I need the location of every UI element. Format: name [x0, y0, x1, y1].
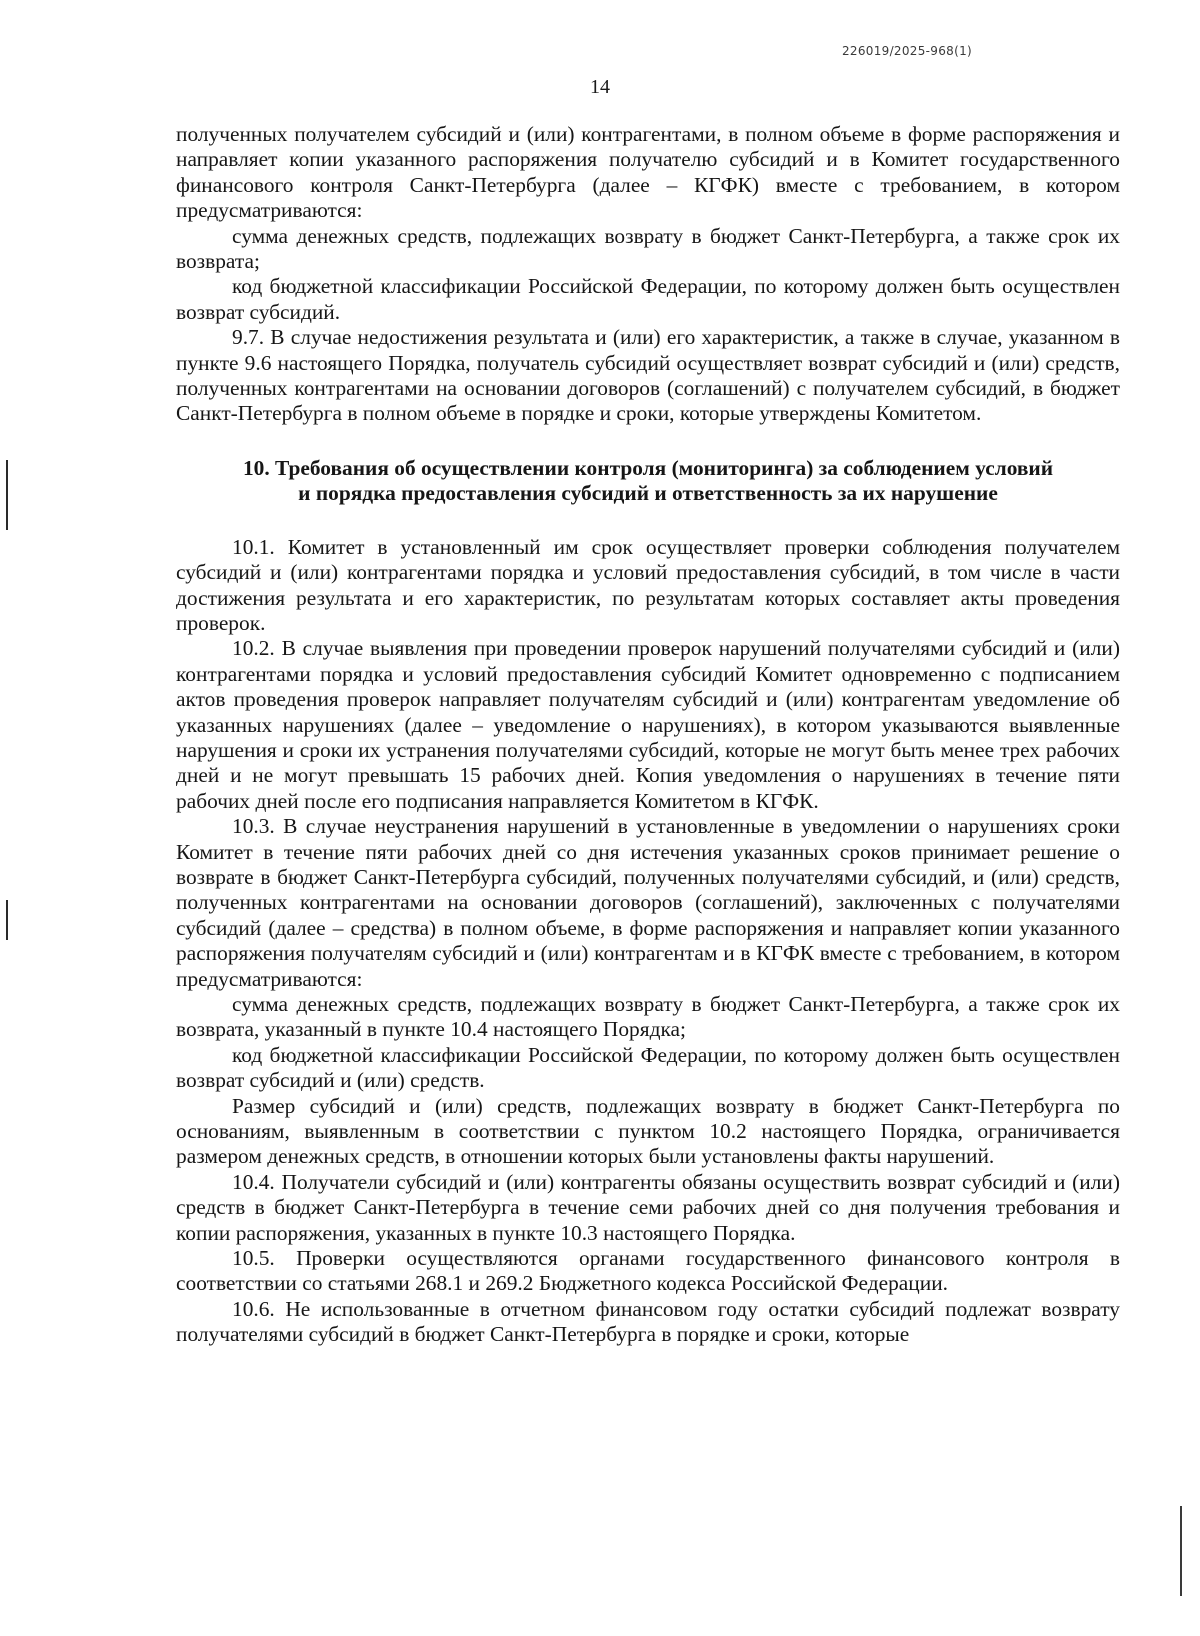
paragraph: полученных получателем субсидий и (или) контрагентами, в полном объеме в форме распоряжения и направляет копии указанного распоряжения получателю субсидий и в Комитет государственного финансового контроля Санкт-Петербурга (далее – КГФК) вместе с требованием, в котором предусматриваются: [176, 122, 1120, 223]
paragraph-10-6: 10.6. Не использованные в отчетном финансовом году остатки субсидий подлежат возврату получателями субсидий в бюджет Санкт-Петербурга в порядке и сроки, которые [176, 1296, 1120, 1347]
paragraph-9-7: 9.7. В случае недостижения результата и (или) его характеристик, а также в случае, указанном в пункте 9.6 настоящего Порядка, получатель субсидий осуществляет возврат субсидий и (или) средств, полученных контрагентами на основании договоров (соглашений) с получателем субсидий, в бюджет Санкт-Петербурга в полном объеме в порядке и сроки, которые утверждены Комитетом. [176, 325, 1120, 426]
paragraph-10-1: 10.1. Комитет в установленный им срок осуществляет проверки соблюдения получателем субсидий и (или) контрагентами порядка и условий предоставления субсидий, в том числе в части достижения результата и его характеристик, по результатам которых составляет акты проведения проверок. [176, 534, 1120, 635]
paragraph-10-2: 10.2. В случае выявления при проведении проверок нарушений получателями субсидий и (или) контрагентами порядка и условий предоставления субсидий Комитет одновременно с подписанием актов проведения проверок направляет получателям субсидий и (или) контрагентам уведомление об указанных нарушениях (далее – уведомление о нарушениях), в котором указываются выявленные нарушения и сроки их устранения получателями субсидий, которые не могут быть менее трех рабочих дней и не могут превышать 15 рабочих дней. Копия уведомления о нарушениях в течение пяти рабочих дней после его подписания направляется Комитетом в КГФК. [176, 636, 1120, 813]
paragraph: код бюджетной классификации Российской Федерации, по которому должен быть осуществлен возврат субсидий. [176, 274, 1120, 324]
paragraph: код бюджетной классификации Российской Федерации, по которому должен быть осуществлен возврат субсидий и (или) средств. [176, 1042, 1120, 1093]
paragraph: сумма денежных средств, подлежащих возврату в бюджет Санкт-Петербурга, а также срок их возврата; [176, 223, 1120, 274]
section-heading-line: и порядка предоставления субсидий и ответственность за их нарушение [298, 481, 998, 506]
paragraph: Размер субсидий и (или) средств, подлежащих возврату в бюджет Санкт-Петербурга по основаниям, выявленным в соответствии с пунктом 10.2 настоящего Порядка, ограничивается размером денежных средств, в отношении которых были установлены факты нарушений. [176, 1093, 1120, 1169]
paragraph-10-3: 10.3. В случае неустранения нарушений в установленные в уведомлении о нарушениях сроки Комитет в течение пяти рабочих дней со дня истечения указанных сроков принимает решение о возврате в бюджет Санкт-Петербурга субсидий, полученных получателями субсидий, и (или) средств, полученных контрагентами на основании договоров (соглашений), заключенных с получателями субсидий (далее – средства) в полном объеме, в форме распоряжения и направляет копии указанного распоряжения получателям субсидий и (или) контрагентам и в КГФК вместе с требованием, в котором предусматриваются: [176, 814, 1120, 991]
section-heading-line: 10. Требования об осуществлении контроля (мониторинга) за соблюдением условий [242, 455, 1054, 480]
paragraph-10-4: 10.4. Получатели субсидий и (или) контрагенты обязаны осуществить возврат субсидий и (или) средств в бюджет Санкт-Петербурга в течение семи рабочих дней со дня получения требования и копии распоряжения, указанных в пункте 10.3 настоящего Порядка. [176, 1169, 1120, 1245]
document-id: 226019/2025-968(1) [841, 44, 972, 58]
scan-edge-mark [1180, 1506, 1182, 1596]
paragraph: сумма денежных средств, подлежащих возврату в бюджет Санкт-Петербурга, а также срок их возврата, указанный в пункте 10.4 настоящего Порядка; [176, 992, 1120, 1042]
document-body [176, 122, 1120, 1348]
paragraph-10-5: 10.5. Проверки осуществляются органами государственного финансового контроля в соответствии со статьями 268.1 и 269.2 Бюджетного кодекса Российской Федерации. [176, 1246, 1120, 1296]
scan-edge-mark [6, 460, 8, 530]
section-heading [176, 456, 1120, 507]
scan-edge-mark [6, 900, 8, 940]
page-number: 14 [590, 76, 610, 98]
